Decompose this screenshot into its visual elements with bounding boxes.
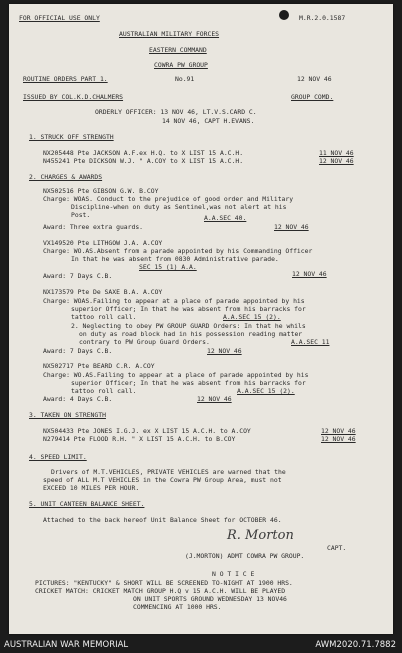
charge-text: Discipline-when on duty as Sentinel,was not alert at his [71,203,287,211]
charge-date: 12 NOV 46 [207,347,242,355]
charge-date: 12 NOV 46 [274,223,309,231]
charge-award: Award: Three extra guards. [43,223,144,231]
strength-date: 12 NOV 46 [321,427,356,435]
charge-text: Post. [71,211,91,219]
charge-text: 2. Neglecting to obey PW GROUP GUARD Orders: In that he whils [71,322,306,330]
charge-name: NX502717 Pte BEARD C.R. A.COY [43,362,155,370]
charge-text: Charge: WOAS. Conduct to the prejudice of good order and Military [43,195,294,203]
order-document [9,4,393,634]
charge-name: NX173579 Pte De SAXE B.A. A.COY [43,288,163,296]
charge-text: superior Officer; In that he was absent from his barracks for [71,305,306,313]
classification: FOR OFFICIAL USE ONLY [19,14,100,22]
archive-footer [0,638,402,653]
strength-date: 12 NOV 46 [321,435,356,443]
charge-text: tattoo roll call. [71,313,137,321]
charge-text: on duty as road block had in his possession reading matter [79,330,303,338]
notice-text: EXCEED 10 MILES PER HOUR. [43,484,140,492]
strength-row: N279414 Pte FLOOD R.H. " X LIST 15 A.C.H. to B.COY [43,435,236,443]
charge-name: NX502516 Pte GIBSON G.W. B.COY [43,187,159,195]
issued-by: ISSUED BY COL.K.D.CHALMERS [23,93,124,101]
charge-name: VX149520 Pte LITHGOW J.A. A.COY [43,239,163,247]
charge-section: A.A.SEC 40. [204,214,247,222]
orders-date: 12 NOV 46 [297,75,332,83]
notice-heading: N O T I C E [212,570,255,578]
charge-section: SEC 15 (1) A.A. [139,263,197,271]
charge-date: 12 NOV 46 [197,395,232,403]
notice-text: Drivers of M.T.VEHICLES, PRIVATE VEHICLES are warned that the [51,468,286,476]
strength-date: 12 NOV 46 [319,157,354,165]
charge-award: Award: 7 Days C.B. [43,347,113,355]
punch-hole [279,10,289,20]
strength-date: 11 NOV 46 [319,149,354,157]
group-heading: COWRA PW GROUP [154,61,208,69]
strength-row: NX504433 Pte JONES I.G.J. ex X LIST 15 A.C.H. to A.COY [43,427,251,435]
signature-rank: CAPT. [327,544,347,552]
notice-text: speed of ALL M.T VEHICLES in the Cowra PW Group Area, must not [43,476,282,484]
section-heading: 4. SPEED LIMIT. [29,453,87,461]
issued-comd: GROUP COMD. [291,93,334,101]
charge-date: 12 NOV 46 [292,270,327,278]
orderly-officer-1: ORDERLY OFFICER: 13 NOV 46, LT.V.S.CARD C. [95,108,257,116]
strength-row: NX205448 Pte JACKSON A.F.ex H.Q. to X LIST 15 A.C.H. [43,149,244,157]
section-heading: 1. STRUCK OFF STRENGTH [29,133,114,141]
charge-text: In that he was absent from 0830 Administrative parade. [71,255,279,263]
orderly-officer-2: 14 NOV 46, CAPT H.EVANS. [162,117,255,125]
notice-line: CRICKET MATCH: CRICKET MATCH GROUP H.Q v 15 A.C.H. WILL BE PLAYED [35,587,286,595]
notice-line: PICTURES: "KENTUCKY" & SHORT WILL BE SCREENED TO-NIGHT AT 1900 HRS. [35,579,293,587]
orders-number: No.91 [175,75,195,83]
charge-text: Charge: WO.AS.Absent from a parade appointed by his Commanding Officer [43,247,313,255]
handwritten-signature: R. Morton [227,528,294,543]
charge-award: Award: 4 Days C.B. [43,395,113,403]
charge-award: Award: 7 Days C.B. [43,272,113,280]
footer-source: AUSTRALIAN WAR MEMORIAL [4,640,129,650]
charge-section: A.A.SEC 15 (2). [237,387,295,395]
signature-line: (J.MORTON) ADMT COWRA PW GROUP. [185,552,305,560]
section-heading: 2. CHARGES & AWARDS [29,173,103,181]
unit-heading: AUSTRALIAN MILITARY FORCES [119,30,220,38]
reference-number: M.R.2.0.1587 [299,14,346,22]
command-heading: EASTERN COMMAND [149,46,207,54]
section-heading: 5. UNIT CANTEEN BALANCE SHEET. [29,500,145,508]
charge-section: A.A.SEC 15 (2). [223,313,281,321]
orders-title: ROUTINE ORDERS PART 1. [23,75,108,83]
section-heading: 3. TAKEN ON STRENGTH [29,411,106,419]
notice-text: Attached to the back hereof Unit Balance Sheet for OCTOBER 46. [43,516,282,524]
footer-accession: AWM2020.71.7882 [315,640,396,650]
strength-row: N455241 Pte DICKSON W.J. " A.COY to X LIST 15 A.C.H. [43,157,244,165]
charge-text: Charge: WOAS.Failing to appear at a place of parade appointed by his [43,297,305,305]
charge-text: Charge: WO.AS.Failing to appear at a place of parade appointed by his [43,371,309,379]
charge-text: tattoo roll call. [71,387,137,395]
charge-section: A.A.SEC 11 [291,338,330,346]
charge-text: contrary to PW Group Guard Orders. [79,338,210,346]
charge-text: superior Officer; In that he was absent from his barracks for [71,379,306,387]
notice-line: COMMENCING AT 1000 HRS. [133,603,222,611]
notice-line: ON UNIT SPORTS GROUND WEDNESDAY 13 NOV46 [133,595,287,603]
